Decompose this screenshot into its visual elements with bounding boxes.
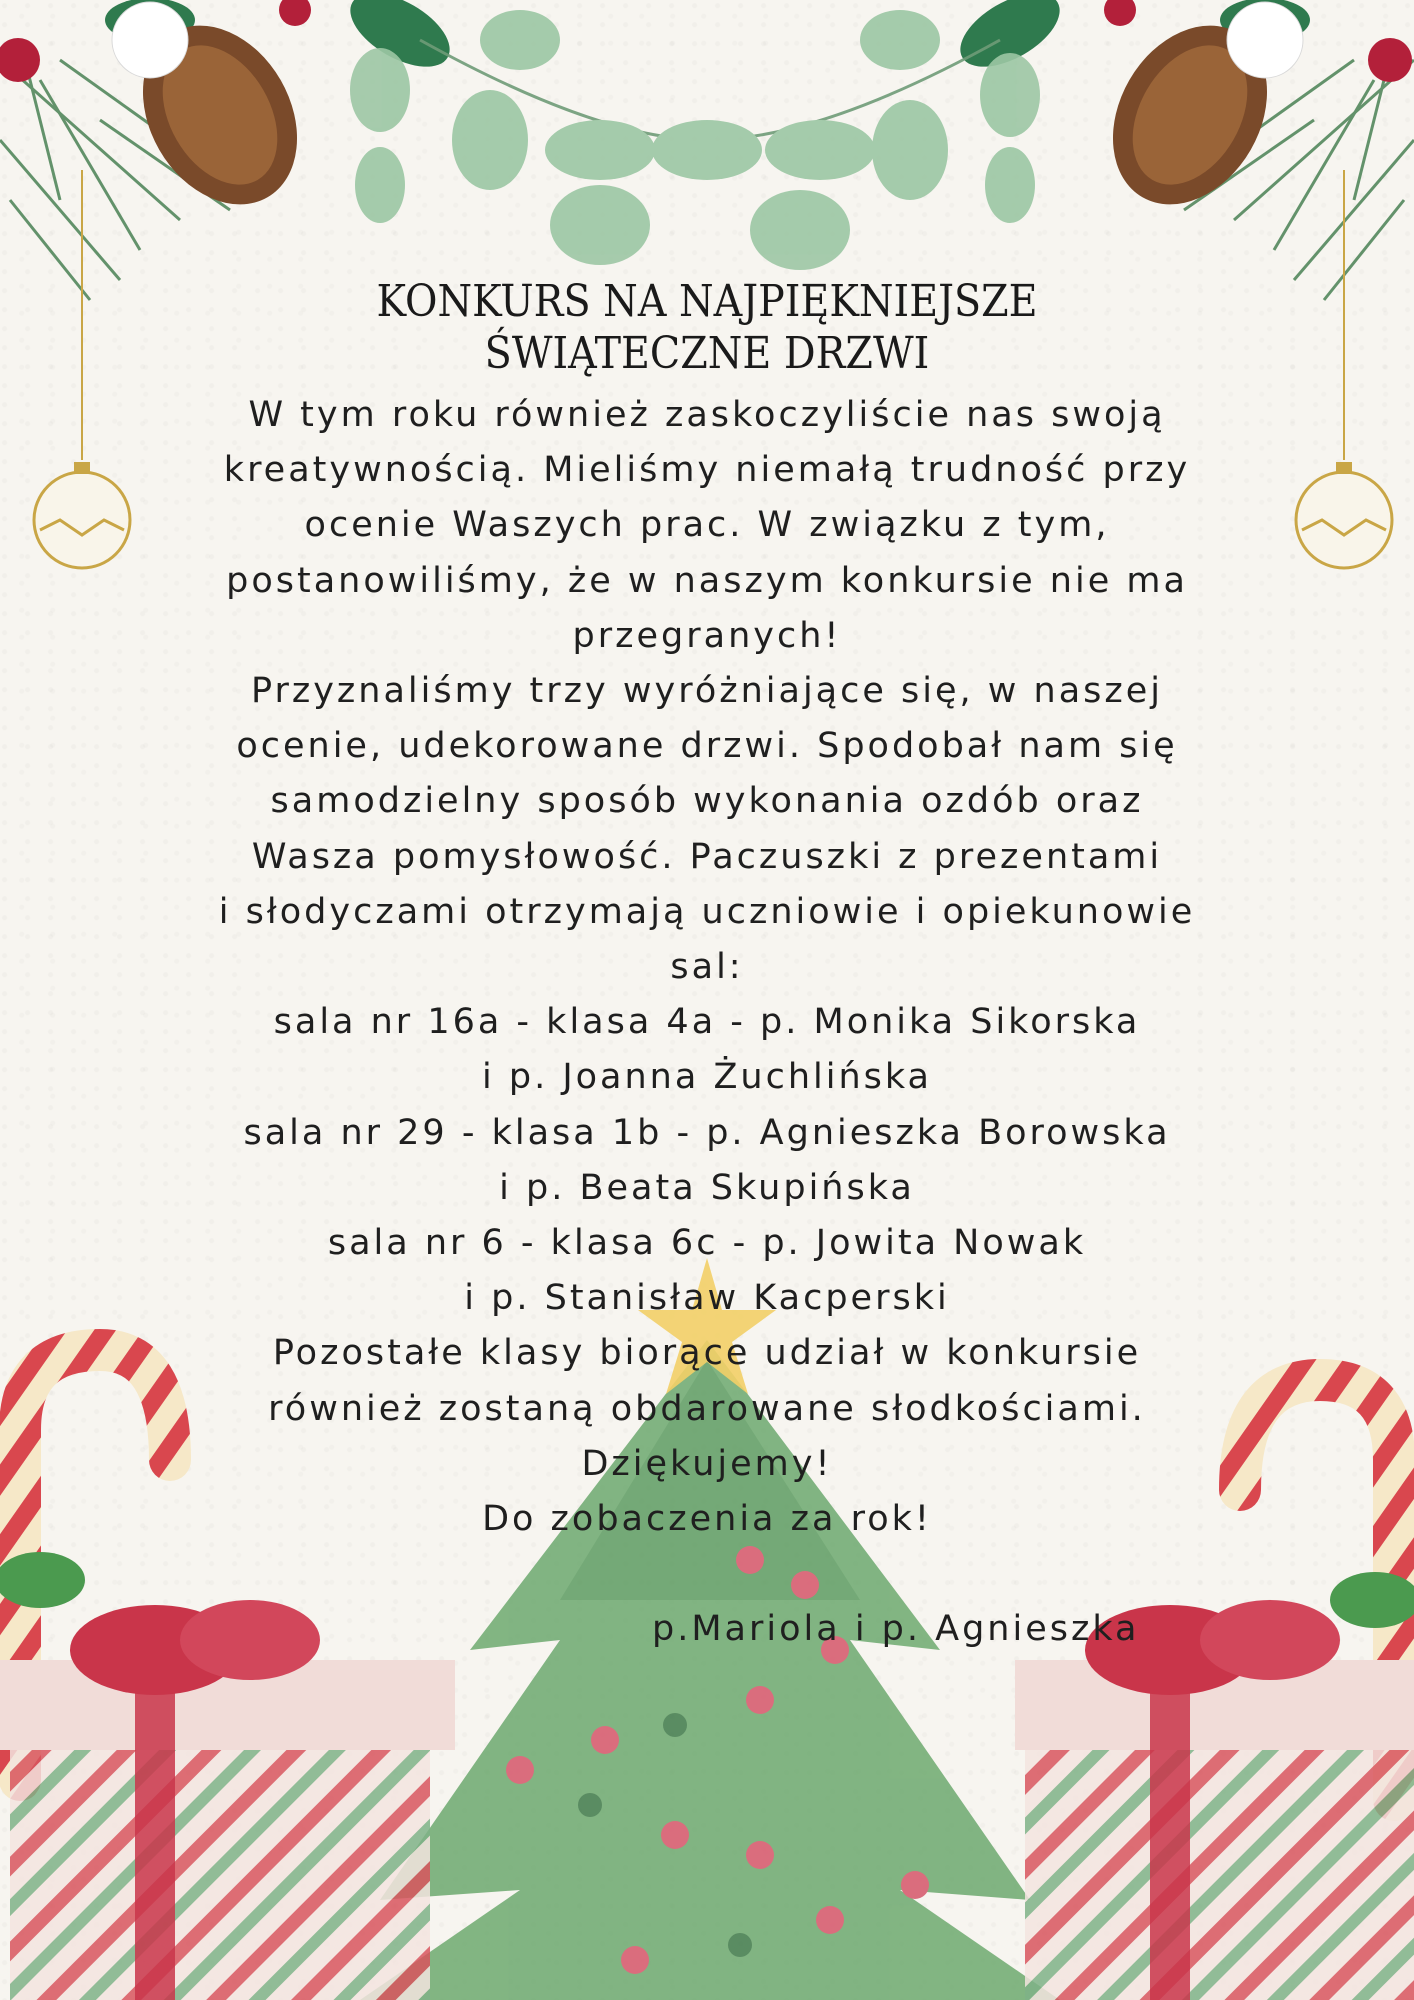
award-line: sala nr 29 - klasa 1b - p. Agnieszka Borowska [243, 1112, 1171, 1153]
pinecone-icon [112, 0, 1298, 232]
page-title [71, 276, 1344, 380]
gift-box-icon [1015, 1600, 1414, 2000]
body-line: sal: [670, 947, 744, 988]
award-line: i p. Stanisław Kacperski [464, 1278, 950, 1319]
body-line: W tym roku również zaskoczyliście nas swoją [248, 395, 1166, 435]
body-line: i słodyczami otrzymają uczniowie i opiekunowie [218, 891, 1196, 932]
body-line: ocenie Waszych prac. W związku z tym, [304, 505, 1110, 546]
title-line: KONKURS NA NAJPIĘKNIEJSZE [376, 276, 1038, 327]
award-line: i p. Joanna Żuchlińska [482, 1057, 932, 1098]
farewell-line: Do zobaczenia za rok! [482, 1499, 932, 1540]
award-line: sala nr 16a - klasa 4a - p. Monika Sikorska [273, 1002, 1141, 1043]
body-line: kreatywnością. Mieliśmy niemałą trudność przy [223, 450, 1191, 491]
body-line: Przyznaliśmy trzy wyróżniające się, w naszej [250, 671, 1164, 712]
thanks-line: Dziękujemy! [581, 1443, 833, 1484]
signature: p.Mariola i p. Agnieszka [652, 1609, 1140, 1649]
title-line: ŚWIĄTECZNE DRZWI [484, 328, 930, 379]
body-line: postanowiliśmy, że w naszym konkursie nie ma [226, 560, 1188, 601]
body-line: ocenie, udekorowane drzwi. Spodobał nam się [236, 726, 1178, 767]
gift-box-icon [0, 1600, 455, 2000]
body-line: przegranych! [572, 615, 842, 656]
award-line: sala nr 6 - klasa 6c - p. Jowita Nowak [327, 1223, 1087, 1264]
body-line: Pozostałe klasy biorące udział w konkursie [272, 1333, 1142, 1374]
body-line: Wasza pomysłowość. Paczuszki z prezentami [251, 836, 1163, 877]
body-line: samodzielny sposób wykonania ozdób oraz [270, 781, 1144, 822]
eucalyptus-icon [350, 10, 1040, 270]
announcement-body [0, 388, 1414, 1547]
award-line: i p. Beata Skupińska [499, 1167, 915, 1208]
body-line: również zostaną obdarowane słodkościami. [268, 1388, 1146, 1429]
